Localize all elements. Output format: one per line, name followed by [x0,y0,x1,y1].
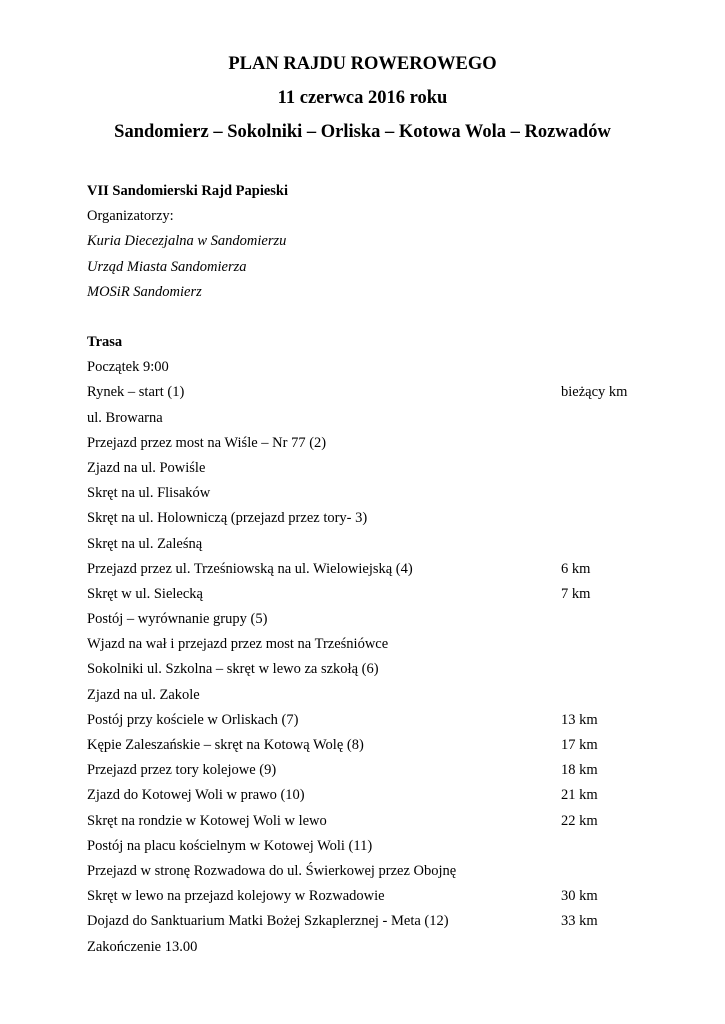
route-step-distance: 33 km [561,913,598,930]
route-step-text: Postój przy kościele w Orliskach (7) [87,711,299,728]
route-step-text: Skręt na ul. Zaleśną [87,535,203,552]
route-row [87,610,456,635]
route-step-text: Zjazd do Kotowej Woli w prawo (10) [87,787,305,804]
route-step-text: Postój – wyrównanie grupy (5) [87,611,268,628]
route-step-text: Wjazd na wał i przejazd przez most na Trześniówce [87,636,389,653]
route-step-text: Przejazd przez most na Wiśle – Nr 77 (2) [87,434,327,451]
route-row [87,812,598,837]
title-block [0,52,725,154]
route-step-distance: 22 km [561,812,598,829]
route-step-text: Przejazd przez tory kolejowe (9) [87,762,277,779]
route-step-text: Skręt na ul. Flisaków [87,485,211,502]
organizer-item: Kuria Diecezjalna w Sandomierzu [87,233,287,250]
route-summary: Sandomierz – Sokolniki – Orliska – Kotowa Wola – Rozwadów [114,122,611,142]
route-row [87,912,598,937]
route-step-distance: bieżący km [561,384,628,401]
route-step-distance: 6 km [561,560,591,577]
route-row [87,736,598,761]
route-step-text: Zjazd na ul. Powiśle [87,459,206,476]
route-row [87,862,456,887]
organizer-item: Urząd Miasta Sandomierza [87,258,247,275]
route-row [87,887,598,912]
document-title: PLAN RAJDU ROWEROWEGO [228,54,497,74]
route-row [87,686,456,711]
route-step-text: Skręt w ul. Sielecką [87,585,203,602]
route-list [87,383,628,937]
route-heading: Trasa [87,334,123,350]
route-step-text: Skręt na ul. Holowniczą (przejazd przez tory- 3) [87,510,368,527]
route-row [87,585,591,610]
event-name: VII Sandomierski Rajd Papieski [87,183,289,199]
route-row [87,409,456,434]
route-row [87,660,456,685]
organizer-item: MOSiR Sandomierz [87,283,202,300]
route-row [87,434,456,459]
route-step-text: Przejazd przez ul. Trześniowską na ul. Wielowiejską (4) [87,560,413,577]
route-row [87,383,628,408]
route-row [87,560,591,585]
route-step-distance: 30 km [561,888,598,905]
route-step-text: Kępie Zaleszańskie – skręt na Kotową Wolę (8) [87,737,364,753]
route-row [87,484,456,509]
route-step-distance: 21 km [561,787,598,804]
route-step-distance: 7 km [561,585,591,602]
route-start-time: Początek 9:00 [87,359,169,376]
route-step-text: Rynek – start (1) [87,384,185,401]
event-date: 11 czerwca 2016 roku [277,88,448,108]
route-step-distance: 17 km [561,737,598,753]
route-row [87,837,456,862]
route-step-text: Skręt na rondzie w Kotowej Woli w lewo [87,812,327,829]
route-step-text: Sokolniki ul. Szkolna – skręt w lewo za szkołą (6) [87,661,379,678]
route-step-text: Zjazd na ul. Zakole [87,686,200,703]
route-step-distance: 18 km [561,762,598,779]
route-row [87,786,598,811]
route-step-text: Postój na placu kościelnym w Kotowej Woli (11) [87,837,373,854]
route-step-text: Dojazd do Sanktuarium Matki Bożej Szkaplerznej - Meta (12) [87,913,449,930]
organizers-label: Organizatorzy: [87,208,174,225]
route-step-text: ul. Browarna [87,409,163,426]
route-row [87,535,456,560]
route-step-text: Skręt w lewo na przejazd kolejowy w Rozwadowie [87,888,385,905]
route-step-distance: 13 km [561,711,598,728]
route-end-time: Zakończenie 13.00 [87,938,198,955]
route-section [87,333,628,963]
route-row [87,459,456,484]
route-step-text: Przejazd w stronę Rozwadowa do ul. Świerkowej przez Obojnę [87,862,457,879]
route-row [87,761,598,786]
route-row [87,509,456,534]
organizers-section [87,182,288,308]
route-row [87,711,598,736]
route-row [87,635,456,660]
